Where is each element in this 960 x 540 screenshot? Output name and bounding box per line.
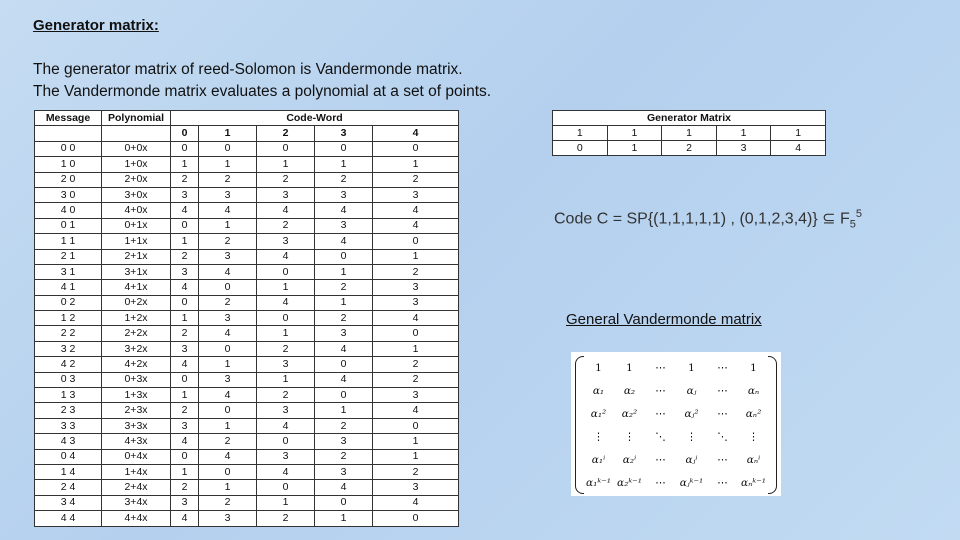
page-title: Generator matrix: [33,17,159,34]
description-line-2: The Vandermonde matrix evaluates a polynomial at a set of points. [33,83,492,100]
vandermonde-entry: ⋯ [655,361,666,374]
right-bracket [768,356,777,494]
vandermonde-entry: αⱼ [686,384,697,397]
matrix-cell: 1 [607,126,662,141]
vandermonde-entry: ⋯ [717,476,728,489]
codeword-cell: 2 [257,388,315,403]
codeword-cell: 2 [373,464,459,479]
codeword-cell: 1 [315,403,373,418]
codeword-cell: 0 [199,464,257,479]
vandermonde-entry: ⋯ [717,407,728,420]
message-cell: 3 2 [35,341,102,356]
message-cell: 0 1 [35,218,102,233]
table-row [35,511,459,526]
codeword-cell: 3 [171,495,199,510]
codeword-cell: 2 [373,357,459,372]
codeword-cell: 3 [373,480,459,495]
codeword-cell: 2 [315,172,373,187]
eval-point: 2 [257,126,315,141]
codeword-cell: 2 [199,295,257,310]
message-cell: 4 0 [35,203,102,218]
polynomial-cell: 4+0x [102,203,171,218]
codeword-cell: 4 [373,495,459,510]
table-row [35,157,459,172]
vandermonde-entry: ⋮ [748,430,759,443]
blank-cell [35,126,102,141]
vandermonde-entry: αₙⁱ [746,453,761,466]
codeword-cell: 1 [257,372,315,387]
codeword-cell: 4 [315,480,373,495]
table-row [35,295,459,310]
vandermonde-entry: ⋯ [717,384,728,397]
message-cell: 4 1 [35,280,102,295]
table-row [35,326,459,341]
polynomial-cell: 3+4x [102,495,171,510]
codeword-cell: 1 [199,357,257,372]
message-cell: 1 4 [35,464,102,479]
vandermonde-label: General Vandermonde matrix [566,311,762,328]
table-row [35,403,459,418]
codeword-cell: 4 [199,326,257,341]
vandermonde-entry: αⱼᵏ⁻¹ [679,476,704,489]
codeword-cell: 0 [373,418,459,433]
codeword-cell: 0 [199,141,257,156]
vandermonde-entry: αₙ² [745,407,762,420]
codeword-cell: 2 [315,418,373,433]
codeword-cell: 3 [315,326,373,341]
matrix-cell: 1 [716,126,771,141]
codeword-cell: 1 [199,157,257,172]
codeword-cell: 1 [315,295,373,310]
vandermonde-entry: αⱼ² [684,407,699,420]
codeword-cell: 2 [171,326,199,341]
codeword-cell: 2 [199,495,257,510]
codeword-cell: 4 [315,341,373,356]
polynomial-cell: 4+4x [102,511,171,526]
codeword-cell: 0 [171,218,199,233]
codeword-cell: 1 [373,341,459,356]
polynomial-cell: 0+4x [102,449,171,464]
codeword-cell: 0 [373,234,459,249]
vandermonde-entry: αₙ [747,384,760,397]
polynomial-cell: 3+1x [102,264,171,279]
codeword-cell: 2 [199,172,257,187]
codeword-cell: 1 [199,480,257,495]
message-cell: 2 2 [35,326,102,341]
generator-matrix-table [552,110,826,156]
message-cell: 2 0 [35,172,102,187]
message-cell: 1 3 [35,388,102,403]
codeword-cell: 3 [171,418,199,433]
codeword-cell: 3 [257,403,315,418]
eval-points-row [35,126,459,141]
matrix-cell: 1 [771,126,826,141]
message-cell: 1 2 [35,311,102,326]
polynomial-cell: 3+0x [102,187,171,202]
codeword-cell: 2 [171,172,199,187]
codeword-cell: 1 [257,326,315,341]
polynomial-cell: 1+1x [102,234,171,249]
vandermonde-entry: α₁ⁱ [591,453,606,466]
vandermonde-entry: α₂² [621,407,638,420]
polynomial-cell: 1+4x [102,464,171,479]
codeword-cell: 1 [171,157,199,172]
codeword-cell: 0 [315,388,373,403]
codeword-cell: 0 [373,511,459,526]
polynomial-cell: 0+3x [102,372,171,387]
table-row [35,418,459,433]
codeword-cell: 2 [199,234,257,249]
vandermonde-entry: αⱼⁱ [685,453,698,466]
codeword-cell: 3 [315,218,373,233]
polynomial-cell: 2+1x [102,249,171,264]
message-cell: 1 0 [35,157,102,172]
table-row [35,141,459,156]
matrix-cell: 1 [607,141,662,156]
polynomial-cell: 0+0x [102,141,171,156]
codeword-cell: 4 [315,372,373,387]
message-cell: 3 4 [35,495,102,510]
codeword-cell: 1 [315,511,373,526]
polynomial-cell: 3+2x [102,341,171,356]
codeword-cell: 2 [171,403,199,418]
codeword-cell: 1 [373,157,459,172]
codeword-cell: 1 [199,218,257,233]
codeword-cell: 3 [257,187,315,202]
codeword-cell: 4 [315,203,373,218]
codeword-cell: 4 [315,234,373,249]
vandermonde-entry: ⋯ [655,407,666,420]
codeword-cell: 3 [257,449,315,464]
codeword-cell: 4 [171,357,199,372]
matrix-cell: 0 [553,141,608,156]
vandermonde-entry: ⋱ [655,430,666,443]
polynomial-cell: 3+3x [102,418,171,433]
polynomial-cell: 0+2x [102,295,171,310]
table-row [35,280,459,295]
table-row [35,464,459,479]
codeword-cell: 0 [315,357,373,372]
table-row [35,187,459,202]
codeword-cell: 3 [199,511,257,526]
vandermonde-entry: 1 [626,361,633,374]
codeword-cell: 4 [257,295,315,310]
vandermonde-entry: α₁ [592,384,605,397]
codeword-cell: 4 [199,264,257,279]
vandermonde-entry: ⋯ [655,453,666,466]
codeword-cell: 3 [315,464,373,479]
vandermonde-entry: ⋯ [655,476,666,489]
codeword-cell: 0 [373,326,459,341]
polynomial-cell: 2+0x [102,172,171,187]
codeword-cell: 4 [373,218,459,233]
polynomial-cell: 2+2x [102,326,171,341]
matrix-cell: 2 [662,141,717,156]
message-cell: 0 2 [35,295,102,310]
table-row [35,480,459,495]
codeword-cell: 4 [257,464,315,479]
table-row [35,311,459,326]
codeword-cell: 1 [257,280,315,295]
codeword-cell: 3 [257,357,315,372]
vandermonde-entry: α₂ [623,384,636,397]
codeword-cell: 2 [373,264,459,279]
codeword-cell: 1 [199,418,257,433]
vandermonde-entry: ⋮ [624,430,635,443]
vandermonde-entry: α₁ᵏ⁻¹ [586,476,611,489]
vandermonde-entry: 1 [595,361,602,374]
codeword-cell: 1 [373,449,459,464]
table-row [35,388,459,403]
vandermonde-grid [583,356,769,494]
matrix-cell: 1 [662,126,717,141]
description-line-1: The generator matrix of reed-Solomon is Vandermonde matrix. [33,61,463,78]
table-row [35,203,459,218]
vandermonde-entry: α₁² [590,407,607,420]
vandermonde-entry: ⋮ [686,430,697,443]
codeword-cell: 2 [315,280,373,295]
codeword-cell: 4 [171,280,199,295]
codeword-cell: 0 [315,141,373,156]
codeword-cell: 3 [199,311,257,326]
matrix-cell: 1 [553,126,608,141]
field-superscript: 5 [855,208,863,220]
message-cell: 3 3 [35,418,102,433]
codeword-cell: 1 [373,434,459,449]
codeword-cell: 3 [171,341,199,356]
codeword-cell: 4 [373,203,459,218]
vandermonde-entry: ⋯ [655,384,666,397]
codeword-cell: 0 [199,280,257,295]
vandermonde-entry: α₂ᵏ⁻¹ [617,476,642,489]
vandermonde-entry: αₙᵏ⁻¹ [741,476,766,489]
polynomial-cell: 1+0x [102,157,171,172]
codeword-cell: 0 [171,295,199,310]
table-row [35,372,459,387]
code-definition-text: Code C = SP{(1,1,1,1,1) , (0,1,2,3,4)} ⊆ F [554,210,850,228]
codeword-cell: 4 [373,311,459,326]
message-cell: 0 0 [35,141,102,156]
codeword-cell: 1 [315,264,373,279]
table-row [35,264,459,279]
eval-point: 0 [171,126,199,141]
codeword-header: Code-Word [171,111,459,126]
polynomial-cell: 1+2x [102,311,171,326]
vandermonde-entry: ⋯ [717,361,728,374]
codeword-cell: 3 [315,434,373,449]
codeword-cell: 0 [373,141,459,156]
message-cell: 1 1 [35,234,102,249]
vandermonde-entry: ⋮ [593,430,604,443]
codeword-cell: 1 [373,249,459,264]
codeword-table [34,110,459,527]
polynomial-header: Polynomial [102,111,171,126]
table-row [553,141,826,156]
codeword-cell: 3 [373,280,459,295]
codeword-cell: 0 [171,372,199,387]
codeword-cell: 0 [315,495,373,510]
codeword-cell: 4 [171,434,199,449]
table-row [35,249,459,264]
field-subscript: 5 [849,218,856,231]
vandermonde-entry: 1 [688,361,695,374]
codeword-cell: 0 [257,434,315,449]
polynomial-cell: 4+2x [102,357,171,372]
codeword-cell: 0 [257,141,315,156]
codeword-cell: 3 [373,388,459,403]
codeword-cell: 2 [199,434,257,449]
codeword-cell: 4 [171,511,199,526]
codeword-cell: 4 [257,249,315,264]
codeword-cell: 4 [199,388,257,403]
vandermonde-entry: ⋱ [717,430,728,443]
polynomial-cell: 0+1x [102,218,171,233]
polynomial-cell: 4+3x [102,434,171,449]
codeword-cell: 4 [373,403,459,418]
codeword-cell: 3 [199,187,257,202]
codeword-cell: 3 [199,372,257,387]
table-row [35,434,459,449]
codeword-cell: 0 [171,141,199,156]
codeword-cell: 4 [257,203,315,218]
polynomial-cell: 2+3x [102,403,171,418]
vandermonde-entry: α₂ⁱ [622,453,637,466]
codeword-cell: 0 [257,480,315,495]
codeword-cell: 1 [171,311,199,326]
codeword-cell: 4 [257,418,315,433]
codeword-cell: 2 [171,249,199,264]
codeword-cell: 1 [171,464,199,479]
message-cell: 0 3 [35,372,102,387]
table-row [35,449,459,464]
vandermonde-matrix [571,352,781,496]
codeword-cell: 3 [315,187,373,202]
table-header-row [35,111,459,126]
eval-point: 3 [315,126,373,141]
message-cell: 0 4 [35,449,102,464]
codeword-cell: 0 [315,249,373,264]
message-cell: 4 3 [35,434,102,449]
codeword-cell: 1 [257,157,315,172]
codeword-cell: 0 [171,449,199,464]
codeword-cell: 4 [171,203,199,218]
codeword-cell: 1 [171,234,199,249]
codeword-cell: 2 [315,311,373,326]
message-header: Message [35,111,102,126]
table-row [35,341,459,356]
table-row [35,234,459,249]
codeword-cell: 0 [199,341,257,356]
vandermonde-entry: ⋯ [717,453,728,466]
eval-point: 4 [373,126,459,141]
matrix-cell: 4 [771,141,826,156]
polynomial-cell: 4+1x [102,280,171,295]
codeword-cell: 2 [257,172,315,187]
message-cell: 2 3 [35,403,102,418]
codeword-cell: 4 [199,203,257,218]
codeword-cell: 1 [315,157,373,172]
codeword-cell: 0 [257,311,315,326]
codeword-cell: 3 [373,295,459,310]
codeword-cell: 2 [257,218,315,233]
code-definition [554,208,862,231]
message-cell: 4 2 [35,357,102,372]
codeword-cell: 3 [373,187,459,202]
message-cell: 4 4 [35,511,102,526]
table-row [35,172,459,187]
codeword-cell: 1 [257,495,315,510]
eval-point: 1 [199,126,257,141]
codeword-cell: 2 [257,341,315,356]
table-row [553,126,826,141]
polynomial-cell: 1+3x [102,388,171,403]
codeword-cell: 2 [373,372,459,387]
codeword-cell: 0 [257,264,315,279]
message-cell: 3 1 [35,264,102,279]
codeword-cell: 3 [257,234,315,249]
table-row [35,357,459,372]
blank-cell [102,126,171,141]
table-row [35,495,459,510]
matrix-cell: 3 [716,141,771,156]
codeword-cell: 0 [199,403,257,418]
codeword-cell: 2 [373,172,459,187]
codeword-cell: 2 [257,511,315,526]
codeword-cell: 2 [171,480,199,495]
polynomial-cell: 2+4x [102,480,171,495]
codeword-cell: 3 [171,187,199,202]
message-cell: 2 4 [35,480,102,495]
message-cell: 2 1 [35,249,102,264]
codeword-cell: 3 [199,249,257,264]
message-cell: 3 0 [35,187,102,202]
vandermonde-entry: 1 [750,361,757,374]
codeword-cell: 2 [315,449,373,464]
codeword-cell: 3 [171,264,199,279]
generator-matrix-header: Generator Matrix [553,111,826,126]
table-row [35,218,459,233]
codeword-cell: 4 [199,449,257,464]
codeword-cell: 1 [171,388,199,403]
